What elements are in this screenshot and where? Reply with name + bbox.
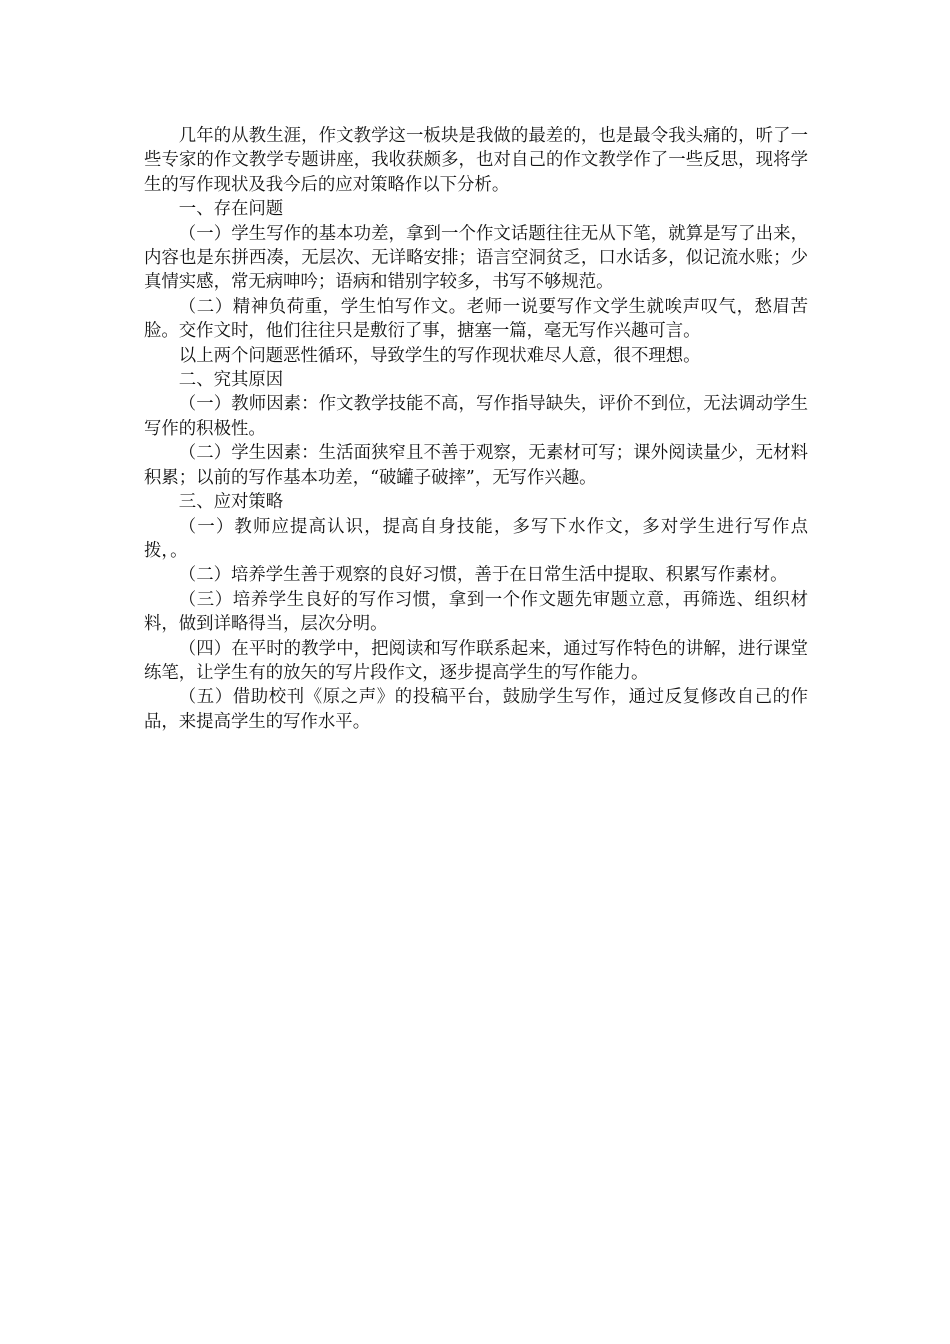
section-heading-strategies: 三、应对策略: [178, 492, 284, 513]
document-body: [144, 124, 808, 734]
cause-item-1: （一）教师因素：作文教学技能不高，写作指导缺失，评价不到位，无法调动学生写作的积极性。: [144, 394, 808, 439]
problem-summary: 以上两个问题恶性循环，导致学生的写作现状难尽人意，很不理想。: [178, 345, 701, 366]
intro-paragraph: 几年的从教生涯，作文教学这一板块是我做的最差的，也是最令我头痛的，听了一些专家的作文教学专题讲座，我收获颇多，也对自己的作文教学作了一些反思，现将学生的写作现状及我今后的应对策略作以下分析。: [144, 126, 808, 195]
strategy-item-5: （五）借助校刊《原之声》的投稿平台，鼓励学生写作，通过反复修改自己的作品，来提高学生的写作水平。: [144, 687, 808, 732]
section-heading-problems: 一、存在问题: [178, 199, 284, 220]
strategy-item-3: （三）培养学生良好的写作习惯，拿到一个作文题先审题立意，再筛选、组织材料，做到详略得当，层次分明。: [144, 589, 808, 635]
strategy-item-2: （二）培养学生善于观察的良好习惯，善于在日常生活中提取、积累写作素材。: [178, 565, 788, 586]
section-heading-causes: 二、究其原因: [178, 370, 284, 391]
cause-item-2: （二）学生因素：生活面狭窄且不善于观察，无素材可写；课外阅读量少，无材料积累；以前的写作基本功差，“破罐子破摔”，无写作兴趣。: [144, 443, 808, 488]
strategy-item-4: （四）在平时的教学中，把阅读和写作联系起来，通过写作特色的讲解，进行课堂练笔，让学生有的放矢的写片段作文，逐步提高学生的写作能力。: [144, 638, 808, 683]
problem-item-2: （二）精神负荷重，学生怕写作文。老师一说要写作文学生就唉声叹气，愁眉苦脸。交作文时，他们往往只是敷衍了事，搪塞一篇，毫无写作兴趣可言。: [144, 296, 808, 342]
strategy-item-1: （一）教师应提高认识，提高自身技能，多写下水作文，多对学生进行写作点拨，。: [144, 516, 808, 561]
problem-item-1: （一）学生写作的基本功差，拿到一个作文话题往往无从下笔，就算是写了出来，内容也是东拼西凑，无层次、无详略安排；语言空洞贫乏，口水话多，似记流水账；少真情实感，常无病呻吟；语病和错别字较多，书写不够规范。: [144, 223, 808, 293]
